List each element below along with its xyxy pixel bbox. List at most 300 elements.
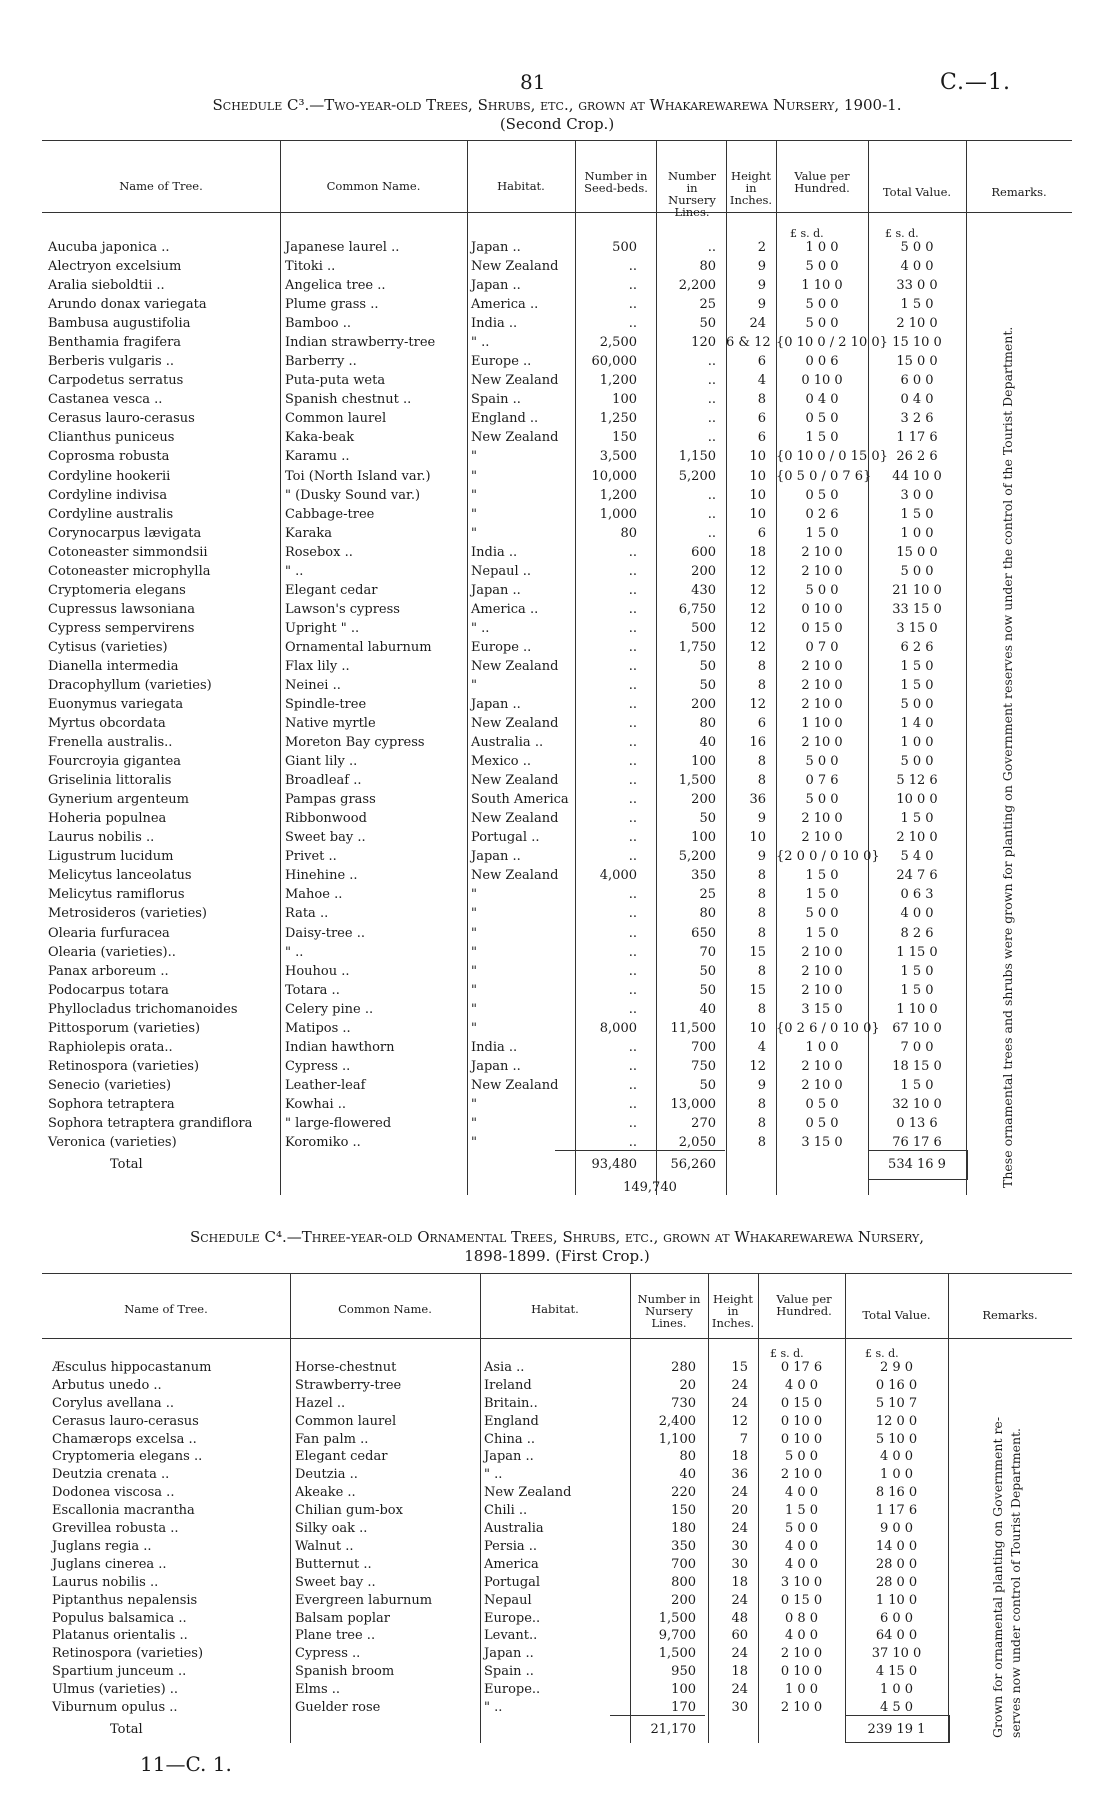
c4-tree-name: Viburnum opulus .. bbox=[52, 1700, 178, 1715]
c3-value: 2 10 0 bbox=[801, 677, 843, 693]
c3-nursery: .. bbox=[707, 525, 716, 541]
c3-habitat: New Zealand bbox=[471, 658, 559, 674]
c3-tree-name: Arundo donax variegata bbox=[48, 297, 207, 313]
c3-total: 5 12 6 bbox=[896, 773, 938, 789]
c3-total: 10 0 0 bbox=[896, 792, 938, 808]
c4-common-name: Hazel .. bbox=[295, 1395, 346, 1411]
c3-col-habitat: Habitat. bbox=[497, 179, 545, 193]
c3-seedbeds: .. bbox=[628, 677, 637, 693]
c3-table-row bbox=[0, 640, 1114, 655]
c3-habitat: " bbox=[471, 1135, 477, 1150]
c3-table-row bbox=[0, 887, 1114, 902]
c4-col-total: Total Value. bbox=[862, 1308, 931, 1322]
c3-habitat: New Zealand bbox=[471, 868, 559, 884]
c3-value: 0 5 0 bbox=[805, 487, 839, 503]
c4-common-name: Evergreen laburnum bbox=[295, 1592, 433, 1608]
c3-seedbeds: .. bbox=[628, 278, 637, 294]
c4-table-row bbox=[0, 1700, 1114, 1715]
c4-total: 14 0 0 bbox=[875, 1538, 918, 1554]
c3-nursery: 350 bbox=[691, 868, 716, 884]
c4-common-name: Elms .. bbox=[295, 1682, 341, 1698]
c4-nursery: 2,400 bbox=[658, 1413, 696, 1429]
c3-col-nursery: Number in Nursery Lines. bbox=[667, 169, 717, 219]
c3-tree-name: Laurus nobilis .. bbox=[48, 830, 155, 846]
c4-height: 15 bbox=[731, 1360, 748, 1375]
c4-height: 12 bbox=[731, 1413, 748, 1429]
c3-total: 5 0 0 bbox=[900, 240, 934, 255]
c3-nursery: 50 bbox=[699, 658, 716, 674]
c3-common-name: Pampas grass bbox=[285, 792, 376, 808]
c4-common-name: Horse-chestnut bbox=[295, 1360, 397, 1375]
c4-nursery: 150 bbox=[671, 1503, 696, 1519]
c3-common-name: Houhou .. bbox=[285, 963, 350, 979]
c3-table-row bbox=[0, 335, 1114, 350]
c3-common-name: Common laurel bbox=[285, 411, 387, 427]
c4-height: 24 bbox=[731, 1521, 748, 1537]
c4-height: 24 bbox=[731, 1395, 748, 1411]
c3-total: 3 2 6 bbox=[900, 411, 934, 427]
c4-table-row bbox=[0, 1575, 1114, 1590]
c3-height: 6 bbox=[757, 411, 766, 427]
c3-nursery: 270 bbox=[691, 1115, 716, 1131]
c3-total: 26 2 6 bbox=[896, 449, 938, 465]
c4-table-row bbox=[0, 1414, 1114, 1429]
c3-seedbeds: .. bbox=[628, 1096, 637, 1112]
document-id: C.—1. bbox=[940, 70, 1012, 95]
c4-tree-name: Æsculus hippocastanum bbox=[52, 1360, 212, 1375]
c3-tree-name: Benthamia fragifera bbox=[48, 335, 182, 351]
c4-habitat: Britain.. bbox=[484, 1395, 538, 1411]
c3-table-row bbox=[0, 316, 1114, 331]
c4-value: 1 5 0 bbox=[784, 1503, 819, 1519]
c3-table-row bbox=[0, 906, 1114, 921]
c3-value: 0 5 0 bbox=[805, 1096, 839, 1112]
c4-total: 8 16 0 bbox=[875, 1485, 918, 1501]
c3-common-name: Indian hawthorn bbox=[285, 1039, 395, 1055]
c3-tree-name: Fourcroyia gigantea bbox=[48, 754, 182, 770]
c3-habitat: Australia .. bbox=[471, 735, 544, 751]
c3-common-name: " .. bbox=[285, 944, 304, 960]
c3-height: 8 bbox=[757, 1096, 766, 1112]
c3-tree-name: Hoheria populnea bbox=[48, 811, 167, 827]
c3-habitat: Portugal .. bbox=[471, 830, 540, 846]
c3-seedbeds: .. bbox=[628, 1077, 637, 1093]
c3-value: 3 15 0 bbox=[801, 1135, 843, 1150]
c3-total: 0 4 0 bbox=[900, 392, 934, 408]
c4-tree-name: Ulmus (varieties) .. bbox=[52, 1682, 179, 1698]
c3-seedbeds: .. bbox=[628, 1058, 637, 1074]
c3-height: 6 bbox=[757, 354, 766, 370]
c4-height: 24 bbox=[731, 1592, 748, 1608]
c3-tree-name: Dianella intermedia bbox=[48, 658, 179, 674]
c3-common-name: Broadleaf .. bbox=[285, 773, 362, 789]
c3-total-seed: 93,480 bbox=[591, 1157, 637, 1172]
c3-common-name: Mahoe .. bbox=[285, 887, 343, 903]
c4-total: 37 10 0 bbox=[871, 1646, 922, 1662]
c3-seedbeds: .. bbox=[628, 773, 637, 789]
c3-height: 6 bbox=[757, 430, 766, 446]
c3-seedbeds: .. bbox=[628, 259, 637, 275]
c3-total: 8 2 6 bbox=[900, 925, 934, 941]
c3-common-name: Titoki .. bbox=[285, 259, 336, 275]
c3-value: 0 10 0 bbox=[801, 601, 843, 617]
c3-height: 12 bbox=[749, 697, 766, 713]
c3-height: 36 bbox=[749, 792, 766, 808]
c3-habitat: " bbox=[471, 944, 477, 960]
c4-habitat: Persia .. bbox=[484, 1538, 538, 1554]
c4-table-row bbox=[0, 1360, 1114, 1375]
c3-total: 1 5 0 bbox=[900, 1077, 934, 1093]
c3-seedbeds: .. bbox=[628, 830, 637, 846]
c4-total: 5 10 0 bbox=[875, 1431, 918, 1447]
c4-nursery: 800 bbox=[671, 1574, 696, 1590]
c3-habitat: " bbox=[471, 925, 477, 941]
c3-habitat: New Zealand bbox=[471, 773, 559, 789]
c4-table-row bbox=[0, 1467, 1114, 1482]
c3-tree-name: Cordyline indivisa bbox=[48, 487, 168, 503]
c3-tree-name: Clianthus puniceus bbox=[48, 430, 175, 446]
c4-table-row bbox=[0, 1396, 1114, 1411]
c3-tree-name: Olearia furfuracea bbox=[48, 925, 170, 941]
c3-total: 1 5 0 bbox=[900, 506, 934, 522]
c3-tree-name: Gynerium argenteum bbox=[48, 792, 189, 808]
c3-tree-name: Pittosporum (varieties) bbox=[48, 1020, 201, 1036]
c4-value: 2 10 0 bbox=[780, 1467, 823, 1483]
c3-table-row bbox=[0, 735, 1114, 750]
c3-common-name: Koromiko .. bbox=[285, 1135, 361, 1150]
c3-table-row bbox=[0, 469, 1114, 484]
c3-habitat: Europe .. bbox=[471, 354, 532, 370]
c3-height: 24 bbox=[749, 316, 766, 332]
c4-nursery: 1,500 bbox=[658, 1610, 696, 1626]
c3-height: 10 bbox=[749, 830, 766, 846]
c3-height: 9 bbox=[757, 811, 766, 827]
c3-table-row bbox=[0, 1002, 1114, 1017]
c4-tree-name: Corylus avellana .. bbox=[52, 1395, 175, 1411]
c3-seedbeds: .. bbox=[628, 582, 637, 598]
c3-table-row bbox=[0, 849, 1114, 864]
c3-habitat: Japan .. bbox=[471, 1058, 521, 1074]
c3-table-row bbox=[0, 1078, 1114, 1093]
c3-height: 8 bbox=[757, 925, 766, 941]
c3-tree-name: Euonymus variegata bbox=[48, 697, 184, 713]
c3-table-row bbox=[0, 507, 1114, 522]
c4-height: 30 bbox=[731, 1538, 748, 1554]
c3-nursery: 40 bbox=[699, 735, 716, 751]
c4-tree-name: Populus balsamica .. bbox=[52, 1610, 187, 1626]
c3-grand-total: 149,740 bbox=[623, 1180, 677, 1195]
c3-habitat: New Zealand bbox=[471, 811, 559, 827]
c4-nursery: 9,700 bbox=[658, 1628, 696, 1644]
c3-nursery: .. bbox=[707, 373, 716, 389]
c3-table-row bbox=[0, 792, 1114, 807]
c3-habitat: Japan .. bbox=[471, 582, 521, 598]
c3-total: 15 0 0 bbox=[896, 544, 938, 560]
c3-table-row bbox=[0, 392, 1114, 407]
c3-habitat: " .. bbox=[471, 620, 490, 636]
c4-common-name: Walnut .. bbox=[295, 1538, 354, 1554]
c3-common-name: Moreton Bay cypress bbox=[285, 735, 425, 751]
c3-table-row bbox=[0, 830, 1114, 845]
c4-total: 12 0 0 bbox=[875, 1413, 918, 1429]
c4-nursery: 170 bbox=[671, 1700, 696, 1715]
c3-total: 1 0 0 bbox=[900, 525, 934, 541]
c4-total: 2 9 0 bbox=[879, 1360, 914, 1375]
c3-nursery: 80 bbox=[699, 906, 716, 922]
c3-common-name: Totara .. bbox=[285, 982, 340, 998]
c4-habitat: New Zealand bbox=[484, 1485, 572, 1501]
c3-col-name: Name of Tree. bbox=[119, 179, 203, 193]
c3-height: 12 bbox=[749, 639, 766, 655]
c3-tree-name: Cytisus (varieties) bbox=[48, 639, 168, 655]
c3-nursery: 200 bbox=[691, 792, 716, 808]
c3-seedbeds: 500 bbox=[612, 240, 637, 255]
c3-tree-name: Cerasus lauro-cerasus bbox=[48, 411, 195, 427]
c3-tree-name: Coprosma robusta bbox=[48, 449, 170, 465]
c3-common-name: Cabbage-tree bbox=[285, 506, 375, 522]
c3-height: 10 bbox=[749, 487, 766, 503]
c3-nursery: .. bbox=[707, 506, 716, 522]
c3-seedbeds: 2,500 bbox=[599, 335, 637, 351]
c3-total: 5 0 0 bbox=[900, 563, 934, 579]
c3-height: 12 bbox=[749, 582, 766, 598]
c3-common-name: " (Dusky Sound var.) bbox=[285, 487, 421, 503]
c4-habitat: Nepaul bbox=[484, 1592, 532, 1608]
c4-total-nursery: 21,170 bbox=[650, 1722, 696, 1737]
c3-seedbeds: .. bbox=[628, 658, 637, 674]
c3-total: 1 5 0 bbox=[900, 677, 934, 693]
c3-value: 2 10 0 bbox=[801, 944, 843, 960]
c4-col-habitat: Habitat. bbox=[531, 1302, 579, 1316]
c3-value: 0 0 6 bbox=[805, 354, 839, 370]
c3-tree-name: Ligustrum lucidum bbox=[48, 849, 174, 865]
c3-table-row bbox=[0, 1040, 1114, 1055]
c3-habitat: " bbox=[471, 1096, 477, 1112]
c4-remarks-line1: Grown for ornamental planting on Government re- bbox=[990, 1416, 1005, 1738]
c4-value: 0 17 6 bbox=[780, 1360, 823, 1375]
c3-tree-name: Raphiolepis orata.. bbox=[48, 1039, 173, 1055]
c3-table-row bbox=[0, 297, 1114, 312]
c3-habitat: America .. bbox=[471, 601, 539, 617]
c3-seedbeds: .. bbox=[628, 1115, 637, 1131]
c3-total: 5 4 0 bbox=[900, 849, 934, 865]
c4-habitat: Japan .. bbox=[484, 1646, 534, 1662]
c3-habitat: Nepaul .. bbox=[471, 563, 532, 579]
c3-table-row bbox=[0, 240, 1114, 255]
c4-total: 1 0 0 bbox=[879, 1467, 914, 1483]
c3-habitat: " .. bbox=[471, 335, 490, 351]
c3-habitat: Spain .. bbox=[471, 392, 521, 408]
c3-value: 2 10 0 bbox=[801, 544, 843, 560]
c3-habitat: New Zealand bbox=[471, 1077, 559, 1093]
c4-nursery: 950 bbox=[671, 1664, 696, 1680]
c3-table-row bbox=[0, 278, 1114, 293]
c4-tree-name: Cryptomeria elegans .. bbox=[52, 1449, 203, 1465]
c3-nursery: 200 bbox=[691, 697, 716, 713]
c3-common-name: Ribbonwood bbox=[285, 811, 367, 827]
c3-table-row bbox=[0, 621, 1114, 636]
c3-seedbeds: 60,000 bbox=[591, 354, 637, 370]
c3-tree-name: Phyllocladus trichomanoides bbox=[48, 1001, 238, 1017]
c3-total: 1 5 0 bbox=[900, 963, 934, 979]
c3-common-name: Bamboo .. bbox=[285, 316, 352, 332]
c3-nursery: 100 bbox=[691, 830, 716, 846]
c3-habitat: " bbox=[471, 525, 477, 541]
c3-nursery: 2,050 bbox=[678, 1135, 716, 1150]
c3-seedbeds: .. bbox=[628, 297, 637, 313]
c3-habitat: South America bbox=[471, 792, 569, 808]
c3-common-name: Leather-leaf bbox=[285, 1077, 366, 1093]
c3-col-height: Height in Inches. bbox=[729, 169, 773, 207]
c3-value: {2 0 0 / 0 10 0} bbox=[776, 849, 880, 865]
c3-total: 1 5 0 bbox=[900, 982, 934, 998]
c3-tree-name: Aralia sieboldtii .. bbox=[48, 278, 165, 294]
c4-common-name: Chilian gum-box bbox=[295, 1503, 403, 1519]
c4-nursery: 80 bbox=[679, 1449, 696, 1465]
c3-tree-name: Cotoneaster microphylla bbox=[48, 563, 211, 579]
c3-tree-name: Retinospora (varieties) bbox=[48, 1058, 200, 1074]
c3-tree-name: Alectryon excelsium bbox=[48, 259, 182, 275]
c3-habitat: New Zealand bbox=[471, 430, 559, 446]
c3-tree-name: Sophora tetraptera grandiflora bbox=[48, 1115, 253, 1131]
c3-seedbeds: .. bbox=[628, 601, 637, 617]
c3-common-name: Matipos .. bbox=[285, 1020, 351, 1036]
c4-common-name: Balsam poplar bbox=[295, 1610, 390, 1626]
c3-habitat: India .. bbox=[471, 544, 518, 560]
c4-habitat: Australia bbox=[484, 1521, 544, 1537]
c3-value: 5 0 0 bbox=[805, 906, 839, 922]
c3-height: 6 bbox=[757, 716, 766, 732]
c3-tree-name: Melicytus ramiflorus bbox=[48, 887, 185, 903]
c3-height: 8 bbox=[757, 1001, 766, 1017]
c3-height: 8 bbox=[757, 392, 766, 408]
c3-nursery: 25 bbox=[699, 887, 716, 903]
c4-common-name: Sweet bay .. bbox=[295, 1574, 376, 1590]
c3-nursery: 500 bbox=[691, 620, 716, 636]
c4-table-row bbox=[0, 1539, 1114, 1554]
c3-seedbeds: .. bbox=[628, 639, 637, 655]
c3-common-name: Sweet bay .. bbox=[285, 830, 366, 846]
c3-total: 15 0 0 bbox=[896, 354, 938, 370]
c3-total: 6 0 0 bbox=[900, 373, 934, 389]
c3-common-name: Spindle-tree bbox=[285, 697, 367, 713]
c3-seedbeds: .. bbox=[628, 754, 637, 770]
c3-common-name: Giant lily .. bbox=[285, 754, 358, 770]
c3-seedbeds: .. bbox=[628, 1039, 637, 1055]
c3-table-row bbox=[0, 564, 1114, 579]
c3-tree-name: Corynocarpus lævigata bbox=[48, 525, 202, 541]
c3-tree-name: Cypress sempervirens bbox=[48, 620, 195, 636]
c3-table-row bbox=[0, 602, 1114, 617]
c4-table-row bbox=[0, 1485, 1114, 1500]
c3-value: 0 7 0 bbox=[805, 639, 839, 655]
c3-habitat: Europe .. bbox=[471, 639, 532, 655]
c3-height: 12 bbox=[749, 620, 766, 636]
c3-tree-name: Cryptomeria elegans bbox=[48, 582, 186, 598]
c3-tree-name: Melicytus lanceolatus bbox=[48, 868, 192, 884]
c3-seedbeds: 150 bbox=[612, 430, 637, 446]
schedule-c4-title: Schedule C⁴.—Three-year-old Ornamental Trees, Shrubs, etc., grown at Whakarewarewa Nursery, bbox=[189, 1228, 925, 1246]
c3-total: 1 17 6 bbox=[896, 430, 938, 446]
c3-table-row bbox=[0, 1135, 1114, 1150]
c4-value: 4 0 0 bbox=[784, 1628, 819, 1644]
c3-tree-name: Cotoneaster simmondsii bbox=[48, 544, 208, 560]
c4-total: 28 0 0 bbox=[875, 1574, 918, 1590]
c3-value: 0 10 0 bbox=[801, 373, 843, 389]
c3-table-row bbox=[0, 811, 1114, 826]
c4-tree-name: Arbutus unedo .. bbox=[52, 1377, 162, 1393]
c3-tree-name: Dracophyllum (varieties) bbox=[48, 677, 212, 693]
c3-height: 9 bbox=[757, 297, 766, 313]
c3-value: {0 5 0 / 0 7 6} bbox=[776, 468, 872, 484]
c4-common-name: Strawberry-tree bbox=[295, 1377, 402, 1393]
c4-tree-name: Piptanthus nepalensis bbox=[52, 1592, 198, 1608]
c3-common-name: " large-flowered bbox=[285, 1115, 392, 1131]
c3-height: 2 bbox=[757, 240, 766, 255]
c3-seedbeds: .. bbox=[628, 563, 637, 579]
c3-value: 2 10 0 bbox=[801, 563, 843, 579]
c3-height: 4 bbox=[757, 373, 766, 389]
c4-height: 24 bbox=[731, 1377, 748, 1393]
c4-total: 1 10 0 bbox=[875, 1592, 918, 1608]
c4-table-row bbox=[0, 1557, 1114, 1572]
c4-height: 24 bbox=[731, 1485, 748, 1501]
c3-habitat: " bbox=[471, 1115, 477, 1131]
c3-height: 8 bbox=[757, 1115, 766, 1131]
c3-habitat: " bbox=[471, 963, 477, 979]
c3-value: 5 0 0 bbox=[805, 792, 839, 808]
c4-habitat: Europe.. bbox=[484, 1610, 541, 1626]
c3-nursery: 1,500 bbox=[678, 773, 716, 789]
c3-common-name: Neinei .. bbox=[285, 677, 341, 693]
c4-nursery: 200 bbox=[671, 1592, 696, 1608]
c3-habitat: " bbox=[471, 449, 477, 465]
c3-total: 76 17 6 bbox=[892, 1135, 942, 1150]
c3-habitat: " bbox=[471, 887, 477, 903]
c4-tree-name: Platanus orientalis .. bbox=[52, 1628, 188, 1644]
c3-table-row bbox=[0, 411, 1114, 426]
c4-height: 18 bbox=[731, 1664, 748, 1680]
c3-height: 15 bbox=[749, 982, 766, 998]
c3-common-name: Indian strawberry-tree bbox=[285, 335, 436, 351]
c3-habitat: Japan .. bbox=[471, 240, 521, 255]
c4-table-row bbox=[0, 1378, 1114, 1393]
c4-tree-name: Juglans cinerea .. bbox=[52, 1556, 167, 1572]
c3-table-row bbox=[0, 1116, 1114, 1131]
c3-table-row bbox=[0, 1021, 1114, 1036]
c3-nursery: 50 bbox=[699, 1077, 716, 1093]
c3-height: 10 bbox=[749, 468, 766, 484]
c4-height: 24 bbox=[731, 1646, 748, 1662]
c3-table-row bbox=[0, 373, 1114, 388]
c3-value: 1 5 0 bbox=[805, 430, 839, 446]
c3-habitat: " bbox=[471, 506, 477, 522]
c4-total: 4 5 0 bbox=[879, 1700, 914, 1715]
c3-seedbeds: 80 bbox=[620, 525, 637, 541]
c3-tree-name: Senecio (varieties) bbox=[48, 1077, 172, 1093]
c3-col-value: Value per Hundred. bbox=[794, 169, 850, 195]
c3-height: 8 bbox=[757, 868, 766, 884]
c3-value: 2 10 0 bbox=[801, 658, 843, 674]
c3-total: 0 6 3 bbox=[900, 887, 934, 903]
c4-habitat: " .. bbox=[484, 1467, 503, 1483]
c3-habitat: Japan .. bbox=[471, 278, 521, 294]
c3-common-name: Spanish chestnut .. bbox=[285, 392, 412, 408]
c3-tree-name: Panax arboreum .. bbox=[48, 963, 169, 979]
c3-habitat: New Zealand bbox=[471, 716, 559, 732]
c3-nursery: 1,750 bbox=[678, 639, 716, 655]
c4-value: 5 0 0 bbox=[784, 1449, 819, 1465]
